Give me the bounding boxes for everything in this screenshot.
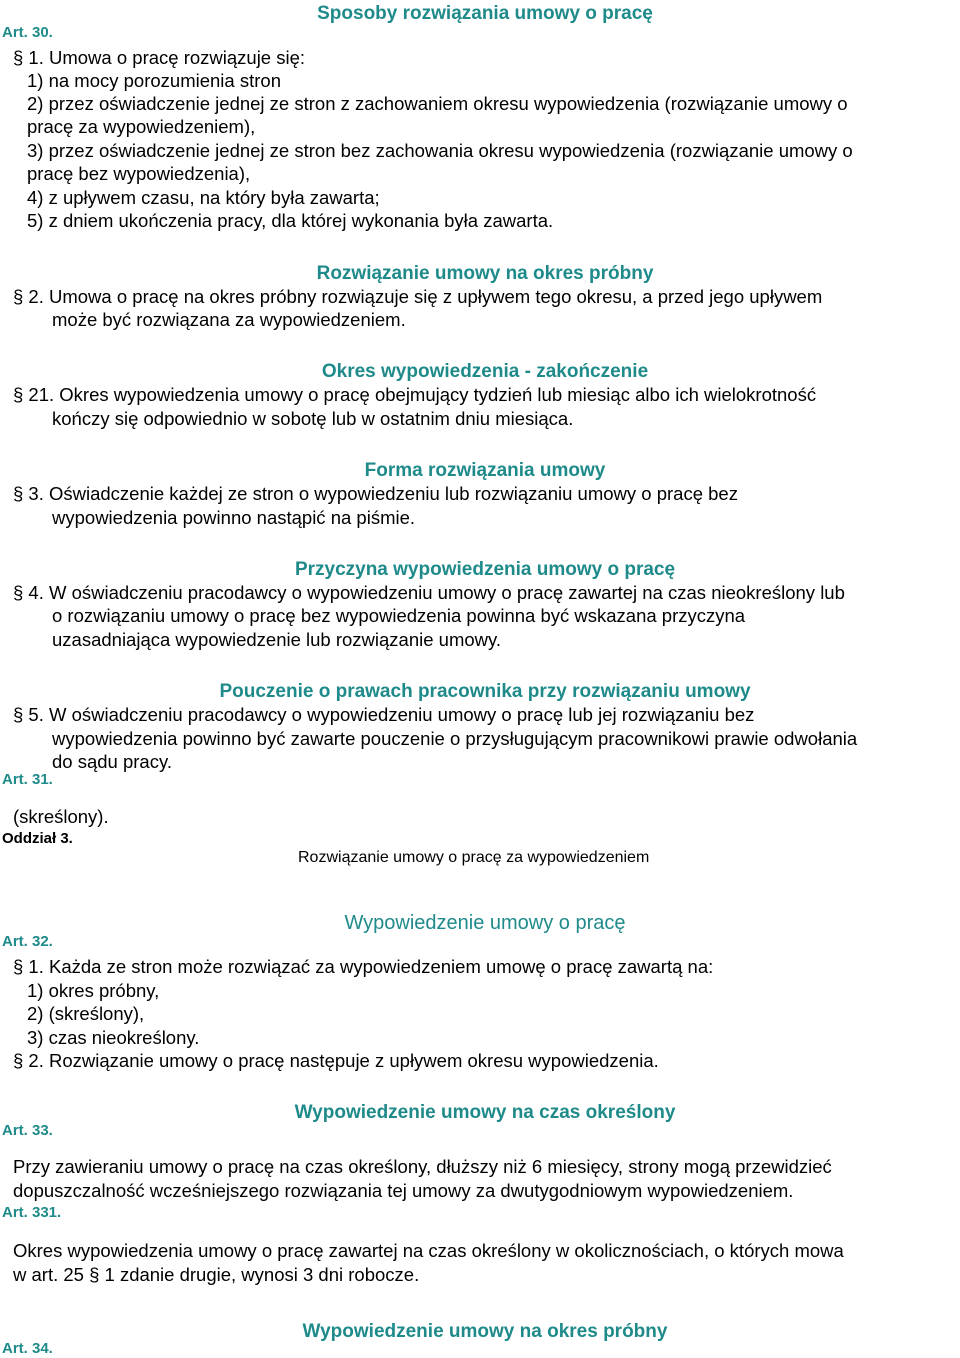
art-30-p5-line: § 5. W oświadczeniu pracodawcy o wypowiedzeniu umowy o pracę lub jej rozwiązaniu bez: [13, 704, 755, 725]
art-30-p1-line: pracę za wypowiedzeniem),: [27, 116, 256, 137]
heading-sposoby: Sposoby rozwiązania umowy o pracę: [317, 3, 653, 24]
art-33-line: Przy zawieraniu umowy o pracę na czas określony, dłuższy niż 6 miesięcy, strony mogą przewidzieć: [13, 1156, 832, 1177]
art-30-p4-line: uzasadniająca wypowiedzenie lub rozwiązanie umowy.: [52, 629, 502, 650]
art-30-p1-line: 1) na mocy porozumienia stron: [27, 70, 281, 91]
art-33-line: dopuszczalność wcześniejszego rozwiązania tej umowy za dwutygodniowym wypowiedzeniem.: [13, 1180, 794, 1201]
art-331-label: Art. 331.: [2, 1204, 62, 1221]
art-331-line: Okres wypowiedzenia umowy o pracę zawartej na czas określony w okolicznościach, o których mowa: [13, 1240, 844, 1261]
art-30-p1-line: 5) z dniem ukończenia pracy, dla której wykonania była zawarta.: [27, 210, 554, 231]
oddzial-title: Rozwiązanie umowy o pracę za wypowiedzeniem: [298, 849, 650, 866]
art-30-p1-line: § 1. Umowa o pracę rozwiązuje się:: [13, 47, 306, 68]
heading-okres-probny: Rozwiązanie umowy na okres próbny: [316, 263, 654, 284]
art-32-line: 1) okres próbny,: [27, 980, 160, 1001]
art-30-p4-line: o rozwiązaniu umowy o pracę bez wypowiedzenia powinna być wskazana przyczyna: [52, 605, 746, 626]
heading-pouczenie: Pouczenie o prawach pracownika przy rozwiązaniu umowy: [219, 681, 751, 702]
art-30-p1-line: pracę bez wypowiedzenia),: [27, 163, 251, 184]
art-30-p2-line: może być rozwiązana za wypowiedzeniem.: [52, 309, 406, 330]
heading-forma: Forma rozwiązania umowy: [364, 460, 606, 481]
art-30-p5-line: do sądu pracy.: [52, 751, 172, 772]
art-32-label: Art. 32.: [2, 933, 53, 950]
art-30-p1-line: 2) przez oświadczenie jednej ze stron z zachowaniem okresu wypowiedzenia (rozwiązanie umowy o: [27, 93, 848, 114]
art-30-p4-line: § 4. W oświadczeniu pracodawcy o wypowiedzeniu umowy o pracę zawartej na czas nieokreślony lub: [13, 582, 845, 603]
art-31-text: (skreślony).: [13, 806, 109, 827]
art-33-label: Art. 33.: [2, 1122, 53, 1139]
art-30-p3-line: § 3. Oświadczenie każdej ze stron o wypowiedzeniu lub rozwiązaniu umowy o pracę bez: [13, 483, 738, 504]
art-30-p1-line: 3) przez oświadczenie jednej ze stron bez zachowania okresu wypowiedzenia (rozwiązanie umowy o: [27, 140, 853, 161]
heading-okres-wypowiedzenia: Okres wypowiedzenia - zakończenie: [321, 361, 649, 382]
art-32-line: 3) czas nieokreślony.: [27, 1027, 200, 1048]
heading-przyczyna: Przyczyna wypowiedzenia umowy o pracę: [294, 559, 676, 580]
heading-czas-okreslony: Wypowiedzenie umowy na czas określony: [294, 1102, 676, 1123]
art-30-p3-line: wypowiedzenia powinno nastąpić na piśmie.: [52, 507, 416, 528]
art-32-line: § 2. Rozwiązanie umowy o pracę następuje z upływem okresu wypowiedzenia.: [13, 1050, 659, 1071]
art-30-label: Art. 30.: [2, 24, 53, 41]
art-34-label: Art. 34.: [2, 1340, 53, 1357]
art-32-line: 2) (skreślony),: [27, 1003, 145, 1024]
art-30-p21-line: kończy się odpowiednio w sobotę lub w ostatnim dniu miesiąca.: [52, 408, 574, 429]
heading-wypowiedzenie-umowy: Wypowiedzenie umowy o pracę: [344, 912, 626, 934]
art-331-line: w art. 25 § 1 zdanie drugie, wynosi 3 dni robocze.: [13, 1264, 420, 1285]
art-31-label: Art. 31.: [2, 771, 53, 788]
art-30-p1-line: 4) z upływem czasu, na który była zawarta;: [27, 187, 380, 208]
oddzial-label: Oddział 3.: [2, 830, 73, 847]
art-30-p21-line: § 21. Okres wypowiedzenia umowy o pracę obejmujący tydzień lub miesiąc albo ich wielokrotność: [13, 384, 817, 405]
art-30-p5-line: wypowiedzenia powinno być zawarte pouczenie o przysługującym pracownikowi prawie odwołania: [52, 728, 858, 749]
art-32-line: § 1. Każda ze stron może rozwiązać za wypowiedzeniem umowę o pracę zawartą na:: [13, 956, 714, 977]
art-30-p2-line: § 2. Umowa o pracę na okres próbny rozwiązuje się z upływem tego okresu, a przed jego upływem: [13, 286, 823, 307]
heading-okres-probny-34: Wypowiedzenie umowy na okres próbny: [302, 1321, 668, 1342]
